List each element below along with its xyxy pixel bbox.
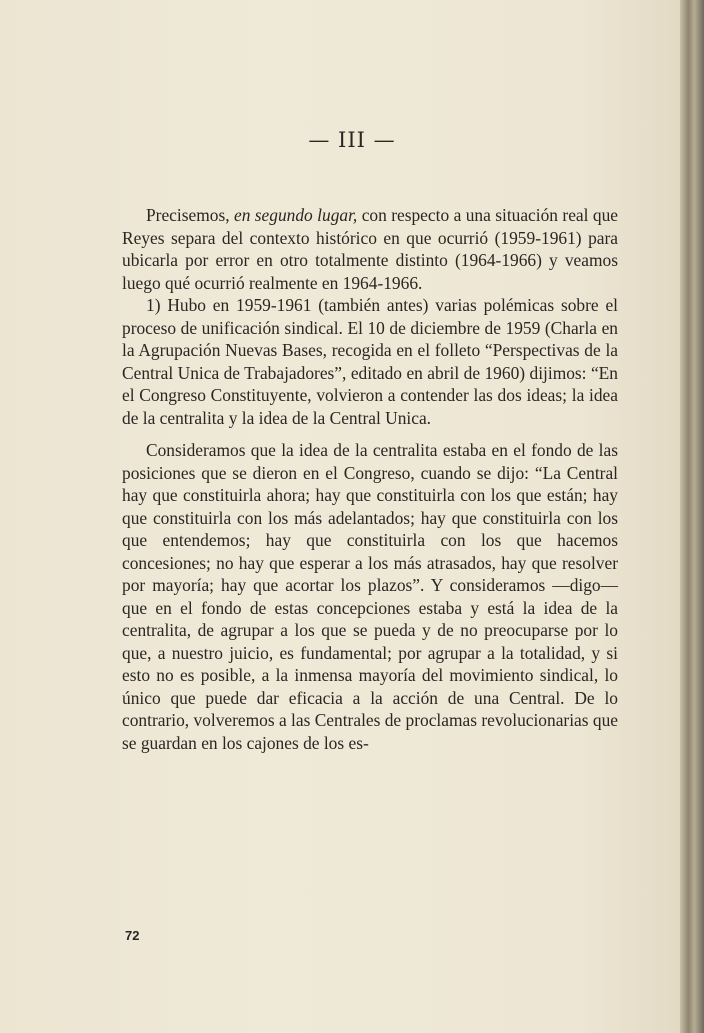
paragraph-1-start: Precisemos, — [146, 205, 234, 225]
page-number: 72 — [125, 928, 140, 943]
paragraph-1-rest: con respecto a una situación real que Reyes separa del contexto histórico en que ocurrió (1959-1961) para ubicarla por error en otro totalmente distinto (1964-1966) y veamos luego qué ocurrió realmente en 1964-1966. — [122, 205, 618, 293]
section-heading: — III — — [308, 128, 396, 152]
page-edge-shadow — [680, 0, 704, 1033]
body-text — [122, 204, 618, 754]
paragraph-1 — [122, 204, 618, 294]
emphasis-text: en segundo lugar, — [233, 205, 358, 225]
paragraph-2: 1) Hubo en 1959-1961 (también antes) varias polémicas sobre el proceso de unificación sindical. El 10 de diciembre de 1959 (Charla en la Agrupación Nuevas Bases, recogida en el folleto “Perspectivas de la Central Unica de Trabajadores”, editado en abril de 1960) dijimos: “En el Congreso Constituyente, volvieron a contender las dos ideas; la idea de la centralita y la idea de la Central Unica. — [122, 295, 618, 428]
paragraph-3: Consideramos que la idea de la centralita estaba en el fondo de las posiciones que se dieron en el Congreso, cuando se dijo: “La Central hay que constituirla ahora; hay que constituirla con los que están; hay que constituirla con los más adelantados; hay que constituirla con los que entendemos; hay que constituirla con los que hacemos concesiones; no hay que esperar a los más atrasados, hay que resolver por mayoría; hay que acortar los plazos”. Y consideramos —digo— que en el fondo de estas concepciones estaba y está la idea de la centralita, de agrupar a los que se pueda y de no preocuparse por lo que, a nuestro juicio, es fundamental; por agrupar a la totalidad, y si esto no es posible, a la inmensa mayoría del movimiento sindical, lo único que puede dar eficacia a la acción de una Central. De lo contrario, volveremos a las Centrales de proclamas revolucionarias que se guardan en los cajones de los es- — [122, 440, 618, 753]
